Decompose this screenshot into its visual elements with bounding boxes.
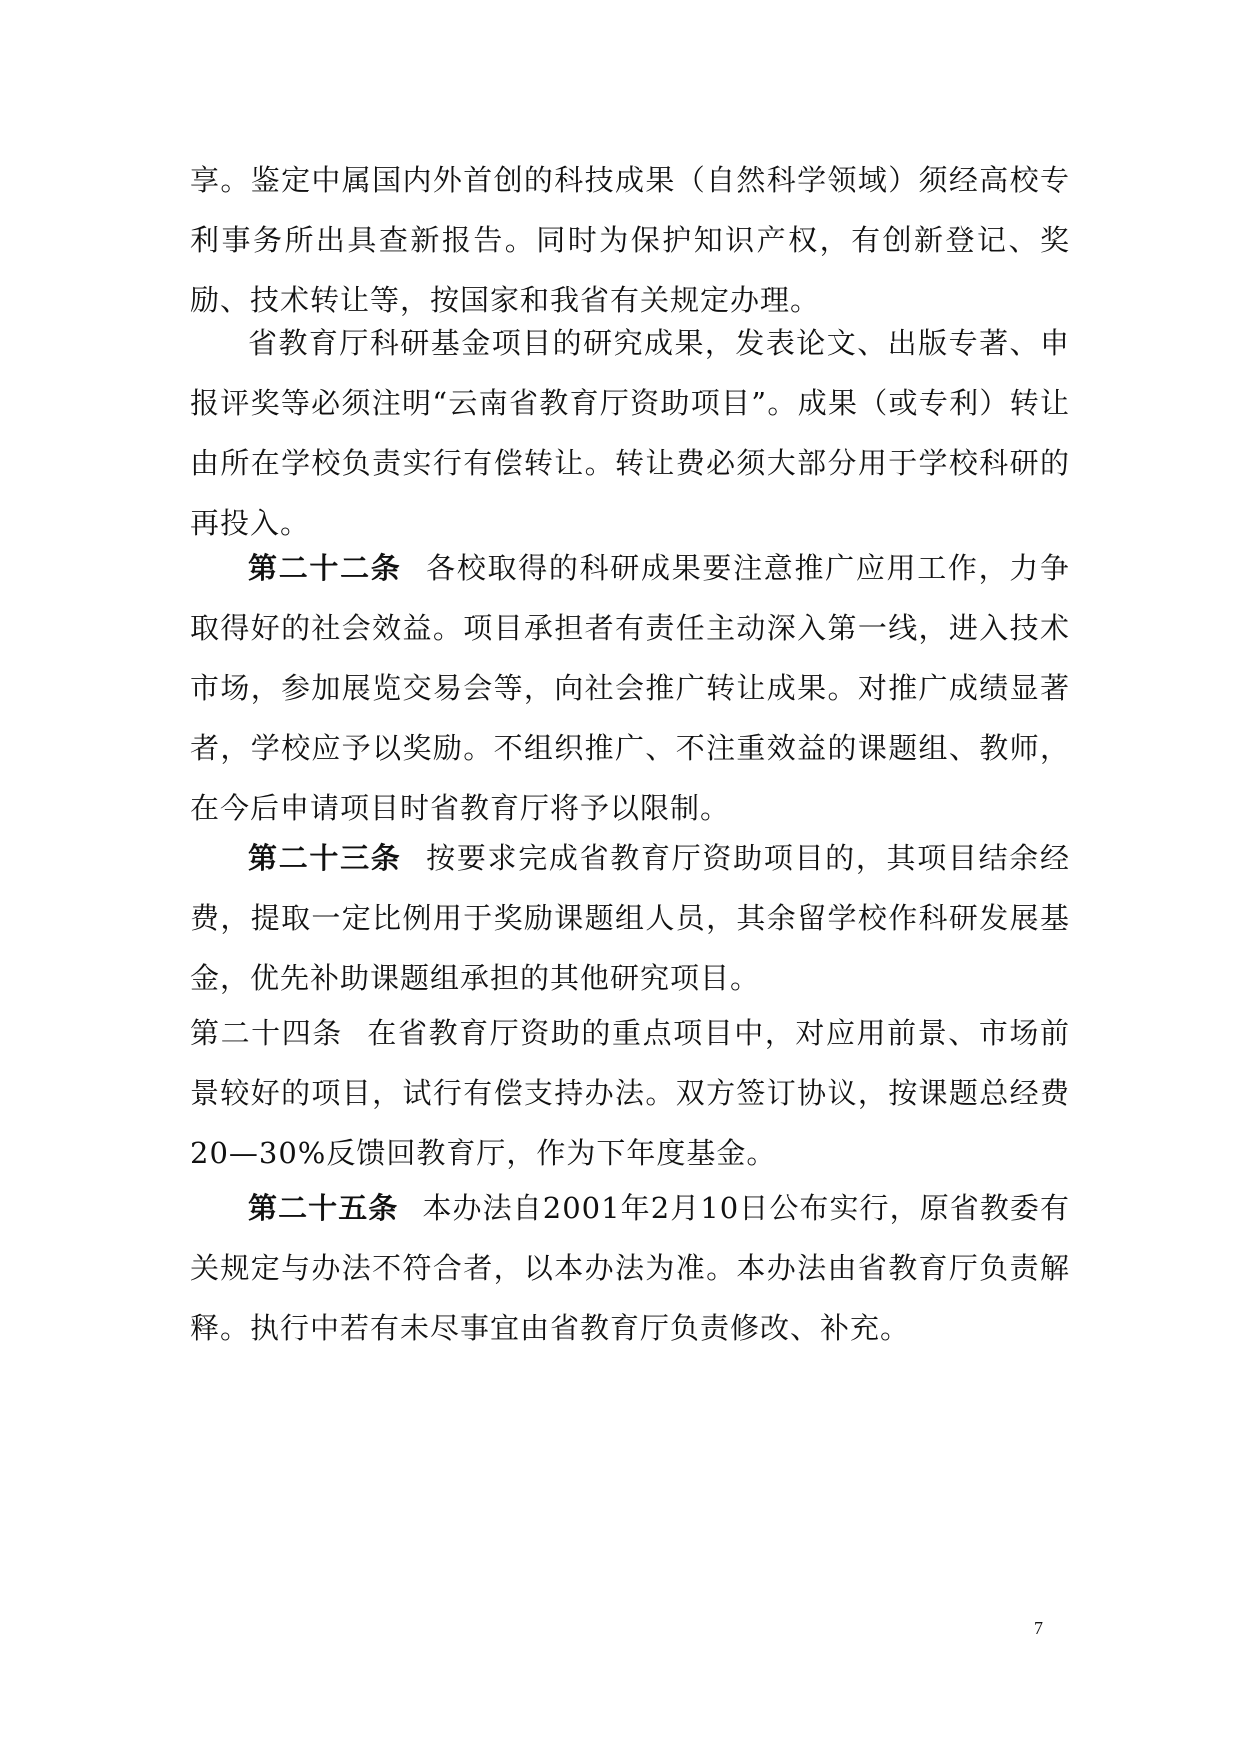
article-24 [190,1003,1070,1183]
article-text: 按要求完成省教育厅资助项目的，其项目结余经费，提取一定比例用于奖励课题组人员，其余留学校作科研发展基金，优先补助课题组承担的其他研究项目。 [190,841,1070,995]
article-label: 第二十五条 [248,1191,399,1225]
article-text: 本办法自2001年2月10日公布实行，原省教委有关规定与办法不符合者，以本办法为准。本办法由省教育厅负责解释。执行中若有未尽事宜由省教育厅负责修改、补充。 [190,1191,1070,1345]
page-number: 7 [1034,1618,1043,1638]
article-text: 在省教育厅资助的重点项目中，对应用前景、市场前景较好的项目，试行有偿支持办法。双方签订协议，按课题总经费20—30%反馈回教育厅，作为下年度基金。 [190,1016,1070,1170]
article-23 [190,828,1070,1008]
article-25 [190,1178,1070,1358]
article-label: 第二十四条 [190,1016,343,1050]
article-label: 第二十三条 [248,841,402,875]
article-label: 第二十二条 [248,551,402,585]
article-22 [190,538,1070,838]
paragraph-research-results [190,313,1070,553]
paragraph-text: 省教育厅科研基金项目的研究成果，发表论文、出版专著、申报评奖等必须注明“云南省教育厅资助项目”。成果（或专利）转让由所在学校负责实行有偿转让。转让费必须大部分用于学校科研的再投入。 [190,326,1070,540]
paragraph-continuation [190,150,1070,330]
article-text: 各校取得的科研成果要注意推广应用工作，力争取得好的社会效益。项目承担者有责任主动深入第一线，进入技术市场，参加展览交易会等，向社会推广转让成果。对推广成绩显著者，学校应予以奖励。不组织推广、不注重效益的课题组、教师，在今后申请项目时省教育厅将予以限制。 [190,551,1070,825]
paragraph-text: 享。鉴定中属国内外首创的科技成果（自然科学领域）须经高校专利事务所出具查新报告。同时为保护知识产权，有创新登记、奖励、技术转让等，按国家和我省有关规定办理。 [190,163,1070,317]
